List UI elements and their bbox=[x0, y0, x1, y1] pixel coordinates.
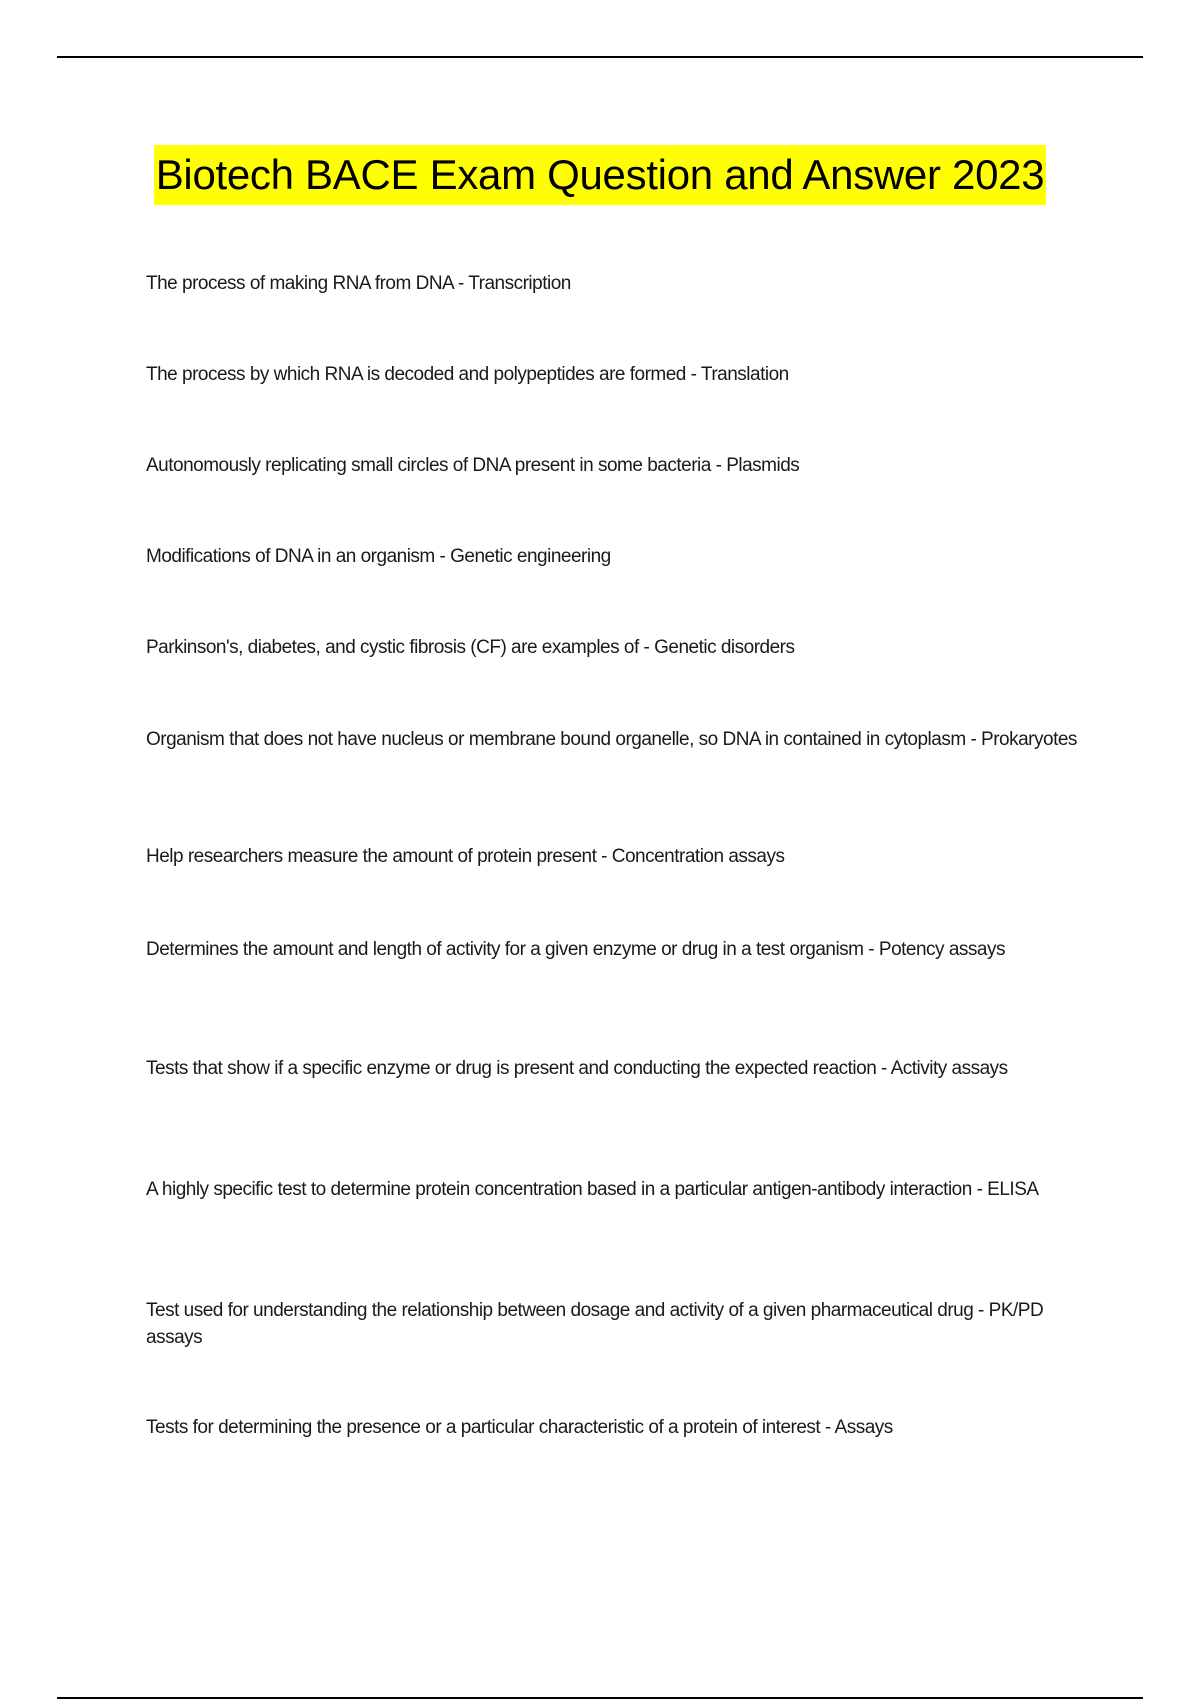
qa-item-3: Autonomously replicating small circles of DNA present in some bacteria - Plasmids bbox=[146, 455, 800, 476]
document-title: Biotech BACE Exam Question and Answer 2023 bbox=[154, 145, 1047, 205]
qa-item-4: Modifications of DNA in an organism - Genetic engineering bbox=[146, 546, 611, 567]
top-divider bbox=[57, 56, 1143, 58]
bottom-divider bbox=[57, 1697, 1143, 1699]
qa-item-6: Organism that does not have nucleus or membrane bound organelle, so DNA in contained in cytoplasm - Prokaryotes bbox=[146, 729, 1077, 750]
qa-item-11: Test used for understanding the relationship between dosage and activity of a given pharmaceutical drug - PK/PD assays bbox=[146, 1300, 1044, 1348]
qa-item-5: Parkinson's, diabetes, and cystic fibrosis (CF) are examples of - Genetic disorders bbox=[146, 637, 795, 658]
qa-item-9: Tests that show if a specific enzyme or drug is present and conducting the expected reaction - Activity assays bbox=[146, 1058, 1008, 1079]
qa-item-10: A highly specific test to determine protein concentration based in a particular antigen-antibody interaction - ELISA bbox=[146, 1179, 1039, 1200]
qa-item-7: Help researchers measure the amount of protein present - Concentration assays bbox=[146, 846, 785, 867]
qa-item-12: Tests for determining the presence or a particular characteristic of a protein of interest - Assays bbox=[146, 1417, 893, 1438]
qa-item-1: The process of making RNA from DNA - Transcription bbox=[146, 273, 571, 294]
qa-item-2: The process by which RNA is decoded and polypeptides are formed - Translation bbox=[146, 364, 789, 385]
title-container bbox=[0, 145, 1200, 205]
qa-item-8: Determines the amount and length of activity for a given enzyme or drug in a test organism - Potency assays bbox=[146, 939, 1005, 960]
